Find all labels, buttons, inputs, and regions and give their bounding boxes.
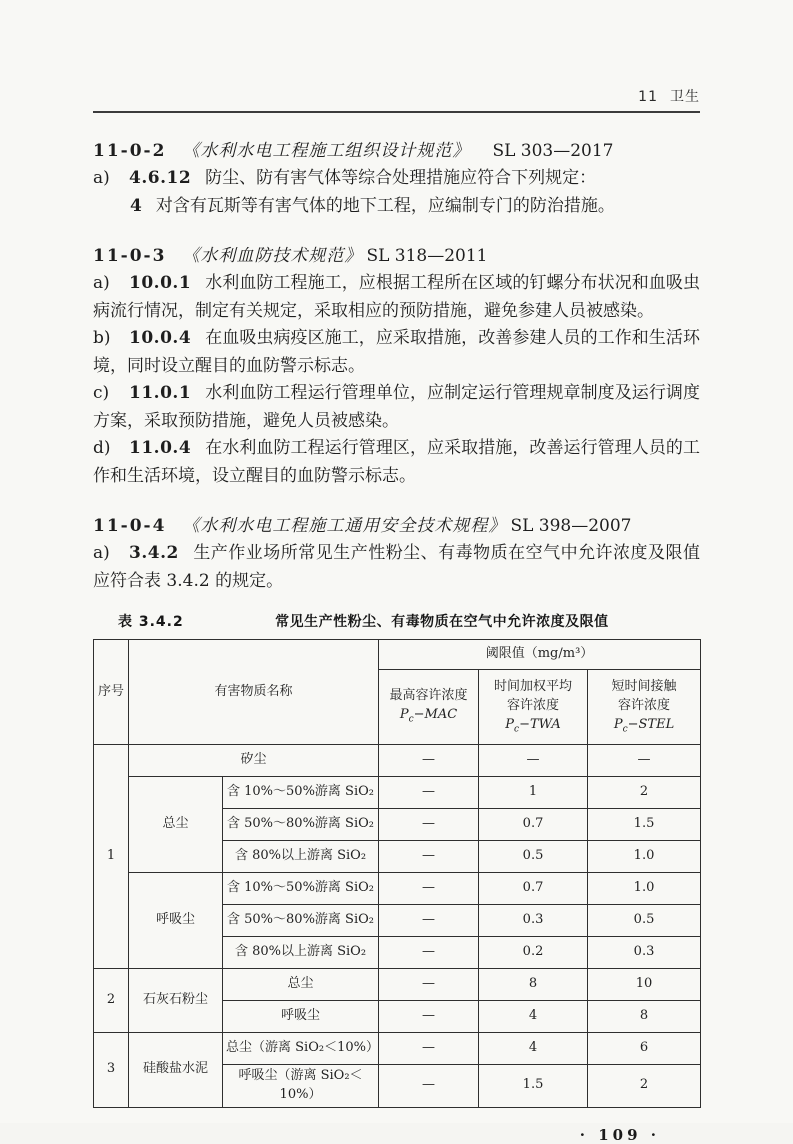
section-11-0-2 <box>93 137 700 220</box>
cell-substance: 含 10%～50%游离 SiO₂ <box>223 873 379 905</box>
clause-number: 3.4.2 <box>129 543 179 563</box>
running-header <box>93 86 700 113</box>
cell-twa: 4 <box>479 1033 588 1065</box>
header-stel <box>588 670 701 745</box>
section-number: 11-0-2 <box>93 141 167 161</box>
header-stel-symbol: $P_c-STEL$ <box>613 716 675 735</box>
clause-paragraph <box>93 540 700 595</box>
cell-stel: 2 <box>588 777 701 809</box>
limits-table <box>93 639 701 1108</box>
header-stel-line1: 短时间接触 <box>611 678 677 694</box>
clause-text: 在血吸虫病疫区施工，应采取措施，改善参建人员的工作和生活环境，同时设立醒目的血防警示标志。 <box>93 328 700 376</box>
item-label: a) <box>93 543 110 563</box>
cell-mac: — <box>379 905 479 937</box>
cell-dust-type: 总尘 <box>129 777 223 873</box>
cell-substance: 含 80%以上游离 SiO₂ <box>223 841 379 873</box>
cell-twa: 0.7 <box>479 809 588 841</box>
cell-twa: 1 <box>479 777 588 809</box>
cell-substance-group: 石灰石粉尘 <box>129 969 223 1033</box>
table-row <box>94 969 701 1001</box>
clause-text: 在水利血防工程运行管理区，应采取措施，改善运行管理人员的工作和生活环境，设立醒目的血防警示标志。 <box>93 438 700 486</box>
table-caption-title: 常见生产性粉尘、有毒物质在空气中允许浓度及限值 <box>275 614 609 630</box>
chapter-number: 11 <box>638 89 658 105</box>
cell-twa: 0.7 <box>479 873 588 905</box>
standard-code: SL 398—2007 <box>510 516 632 536</box>
clause-text: 防尘、防有害气体等综合处理措施应符合下列规定： <box>205 168 597 188</box>
item-label: d) <box>93 438 111 458</box>
page-number: · 109 · <box>579 1125 660 1144</box>
header-twa-line2: 容许浓度 <box>507 697 560 713</box>
cell-mac: — <box>379 969 479 1001</box>
cell-stel: 8 <box>588 1001 701 1033</box>
clause-paragraph <box>93 325 700 380</box>
cell-twa: 4 <box>479 1001 588 1033</box>
item-label: c) <box>93 383 110 403</box>
cell-serial: 1 <box>94 745 129 969</box>
clause-number: 4.6.12 <box>129 168 192 188</box>
header-serial: 序号 <box>94 640 129 745</box>
cell-stel: 6 <box>588 1033 701 1065</box>
cell-dust-type: 呼吸尘 <box>129 873 223 969</box>
cell-stel: 1.0 <box>588 841 701 873</box>
sub-clause-paragraph <box>93 193 700 221</box>
section-heading <box>93 137 700 165</box>
clause-text: 水利血防工程运行管理单位，应制定运行管理规章制度及运行调度方案，采取预防措施，避免人员被感染。 <box>93 383 700 431</box>
section-heading <box>93 242 700 270</box>
clause-number: 10.0.4 <box>129 328 192 348</box>
sub-clause-number: 4 <box>130 195 142 216</box>
section-number: 11-0-4 <box>93 516 167 536</box>
book-title: 《水利水电工程施工组织设计规范》 <box>182 141 471 161</box>
cell-mac: — <box>379 937 479 969</box>
cell-twa: 0.3 <box>479 905 588 937</box>
item-label: a) <box>93 168 110 188</box>
cell-mac: — <box>379 745 479 777</box>
cell-mac: — <box>379 1001 479 1033</box>
header-stel-line2: 容许浓度 <box>618 697 671 713</box>
clause-paragraph <box>93 165 700 193</box>
cell-substance: 总尘（游离 SiO₂＜10%） <box>223 1033 379 1065</box>
table-row <box>94 777 701 809</box>
section-11-0-3 <box>93 242 700 490</box>
cell-stel: 1.5 <box>588 809 701 841</box>
cell-stel: 0.3 <box>588 937 701 969</box>
cell-substance: 含 50%～80%游离 SiO₂ <box>223 905 379 937</box>
header-mac <box>379 670 479 745</box>
book-title: 《水利水电工程施工通用安全技术规程》 <box>182 516 507 536</box>
cell-serial: 3 <box>94 1033 129 1108</box>
cell-substance-group: 硅酸盐水泥 <box>129 1033 223 1108</box>
table-row <box>94 873 701 905</box>
section-heading <box>93 512 700 540</box>
header-twa <box>479 670 588 745</box>
cell-substance: 总尘 <box>223 969 379 1001</box>
section-number: 11-0-3 <box>93 246 167 266</box>
clause-paragraph <box>93 270 700 325</box>
cell-stel: 10 <box>588 969 701 1001</box>
cell-mac: — <box>379 841 479 873</box>
header-mac-symbol: $P_c-MAC$ <box>399 707 458 725</box>
header-mac-line: 最高容许浓度 <box>389 688 468 704</box>
book-title: 《水利血防技术规范》 <box>182 246 363 266</box>
cell-mac: — <box>379 1033 479 1065</box>
cell-serial: 2 <box>94 969 129 1033</box>
cell-stel: 1.0 <box>588 873 701 905</box>
cell-twa: 8 <box>479 969 588 1001</box>
item-label: a) <box>93 273 110 293</box>
header-threshold-limits: 阈限值（mg/m³） <box>379 640 701 670</box>
cell-substance: 含 80%以上游离 SiO₂ <box>223 937 379 969</box>
clause-number: 11.0.1 <box>129 383 192 403</box>
table-row <box>94 1033 701 1065</box>
standard-code: SL 303—2017 <box>492 141 614 161</box>
chapter-title: 卫生 <box>670 89 700 105</box>
cell-substance: 含 10%～50%游离 SiO₂ <box>223 777 379 809</box>
cell-substance: 呼吸尘（游离 SiO₂＜10%） <box>223 1065 379 1108</box>
cell-mac: — <box>379 1065 479 1108</box>
table-caption <box>93 611 700 631</box>
cell-substance: 呼吸尘 <box>223 1001 379 1033</box>
cell-twa: 0.5 <box>479 841 588 873</box>
header-substance-name: 有害物质名称 <box>129 640 379 745</box>
clause-paragraph <box>93 380 700 435</box>
cell-stel: — <box>588 745 701 777</box>
cell-mac: — <box>379 809 479 841</box>
standard-code: SL 318—2011 <box>366 246 488 266</box>
cell-twa: 0.2 <box>479 937 588 969</box>
clause-paragraph <box>93 435 700 490</box>
table-caption-label: 表 3.4.2 <box>118 614 184 630</box>
cell-stel: 0.5 <box>588 905 701 937</box>
section-11-0-4 <box>93 512 700 595</box>
sub-clause-text: 对含有瓦斯等有害气体的地下工程，应编制专门的防治措施。 <box>155 195 615 216</box>
cell-substance: 矽尘 <box>129 745 379 777</box>
cell-mac: — <box>379 777 479 809</box>
cell-twa: 1.5 <box>479 1065 588 1108</box>
clause-text: 生产作业场所常见生产性粉尘、有毒物质在空气中允许浓度及限值应符合表 3.4.2 的规定。 <box>93 543 700 591</box>
cell-substance: 含 50%～80%游离 SiO₂ <box>223 809 379 841</box>
cell-mac: — <box>379 873 479 905</box>
header-twa-symbol: $P_c-TWA$ <box>505 716 561 735</box>
clause-text: 水利血防工程施工，应根据工程所在区域的钉螺分布状况和血吸虫病流行情况，制定有关规定，采取相应的预防措施，避免参建人员被感染。 <box>93 273 700 321</box>
clause-number: 10.0.1 <box>129 273 192 293</box>
table-row <box>94 745 701 777</box>
clause-number: 11.0.4 <box>129 438 192 458</box>
header-twa-line1: 时间加权平均 <box>494 678 573 694</box>
cell-stel: 2 <box>588 1065 701 1108</box>
cell-twa: — <box>479 745 588 777</box>
item-label: b) <box>93 328 111 348</box>
